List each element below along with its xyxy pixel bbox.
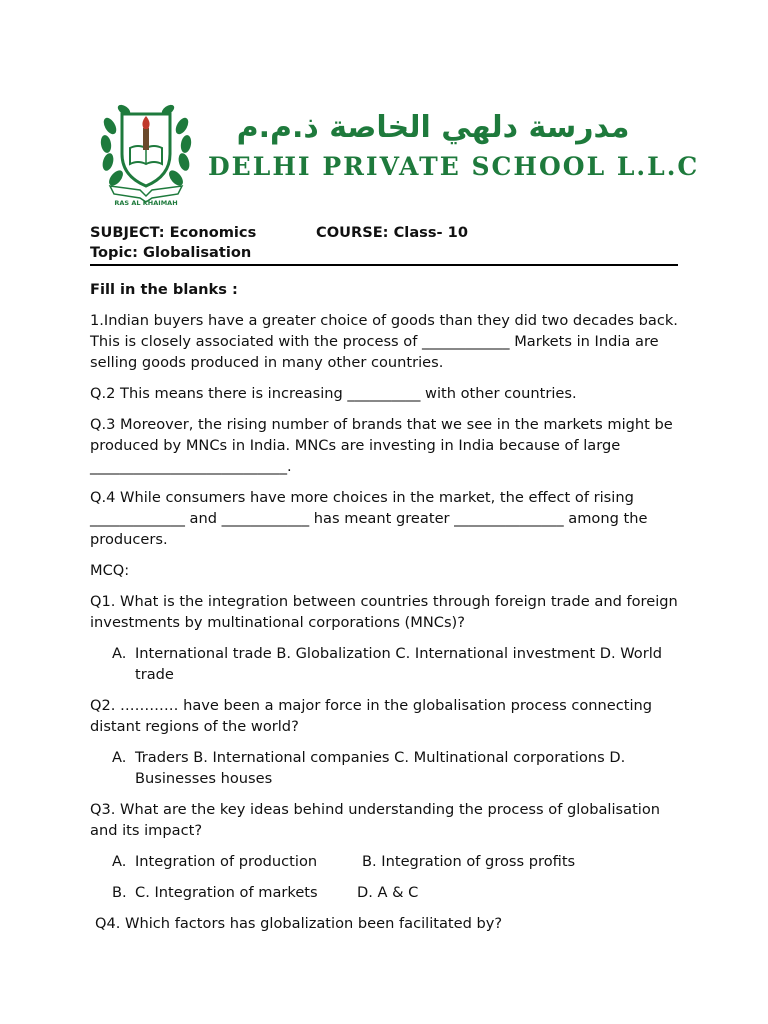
topic-label: Topic: Globalisation bbox=[90, 244, 252, 261]
fill-blank-question-1: 1.Indian buyers have a greater choice of goods than they did two decades back. This is closely associated with the process of ____________ Markets in India are selling goods produced in many other countries. bbox=[90, 312, 678, 371]
fill-blank-question-4: Q.4 While consumers have more choices in the market, the effect of rising _____________ and ____________ has meant greater _______________ among the producers. bbox=[90, 489, 648, 548]
list-marker: A. bbox=[112, 645, 127, 662]
school-name-english: DELHI PRIVATE SCHOOL L.L.C bbox=[208, 152, 700, 181]
subject-course-line bbox=[90, 223, 678, 243]
mcq-q3-options-row-1 bbox=[90, 851, 678, 872]
list-marker: A. bbox=[112, 853, 127, 870]
subject-label: SUBJECT: Economics bbox=[90, 224, 257, 241]
mcq-q1-options-text: International trade B. Globalization C. International investment D. World trade bbox=[135, 645, 663, 683]
mcq-heading: MCQ: bbox=[90, 562, 130, 579]
list-marker: B. bbox=[112, 884, 127, 901]
mcq-q2-options-text: Traders B. International companies C. Multinational corporations D. Businesses houses bbox=[135, 749, 626, 787]
mcq-q3-option-a: Integration of production bbox=[135, 853, 318, 870]
mcq-q1-options bbox=[90, 643, 678, 685]
fill-blank-question-2: Q.2 This means there is increasing __________ with other countries. bbox=[90, 385, 577, 402]
fill-blank-question-3: Q.3 Moreover, the rising number of brands that we see in the markets might be produced by MNCs in India. MNCs are investing in India because of large ___________________________. bbox=[90, 416, 673, 475]
mcq-question-2: Q2. ………… have been a major force in the globalisation process connecting distant regions of the world? bbox=[90, 697, 653, 735]
mcq-q2-options bbox=[90, 747, 678, 789]
fill-blanks-heading: Fill in the blanks : bbox=[90, 281, 238, 298]
list-marker: A. bbox=[112, 749, 127, 766]
mcq-question-1: Q1. What is the integration between countries through foreign trade and foreign investments by multinational corporations (MNCs)? bbox=[90, 593, 678, 631]
crest-caption: RAS AL KHAIMAH bbox=[114, 199, 178, 206]
mcq-q3-option-d: D. A & C bbox=[357, 884, 419, 901]
mcq-question-4: Q4. Which factors has globalization been facilitated by? bbox=[95, 915, 503, 932]
mcq-q3-options-row-2 bbox=[90, 882, 678, 903]
course-label: COURSE: Class- 10 bbox=[316, 224, 468, 241]
school-name-arabic: مدرسة دلهي الخاصة ذ.م.م bbox=[236, 110, 630, 145]
school-header bbox=[100, 96, 700, 206]
header-divider bbox=[90, 264, 678, 266]
subject-block bbox=[90, 223, 678, 263]
worksheet-content bbox=[90, 279, 678, 944]
school-crest-logo bbox=[100, 96, 192, 206]
mcq-question-3: Q3. What are the key ideas behind understanding the process of globalisation and its impact? bbox=[90, 801, 661, 839]
mcq-q3-option-b: B. Integration of gross profits bbox=[362, 853, 576, 870]
mcq-q3-option-c: C. Integration of markets bbox=[135, 884, 318, 901]
